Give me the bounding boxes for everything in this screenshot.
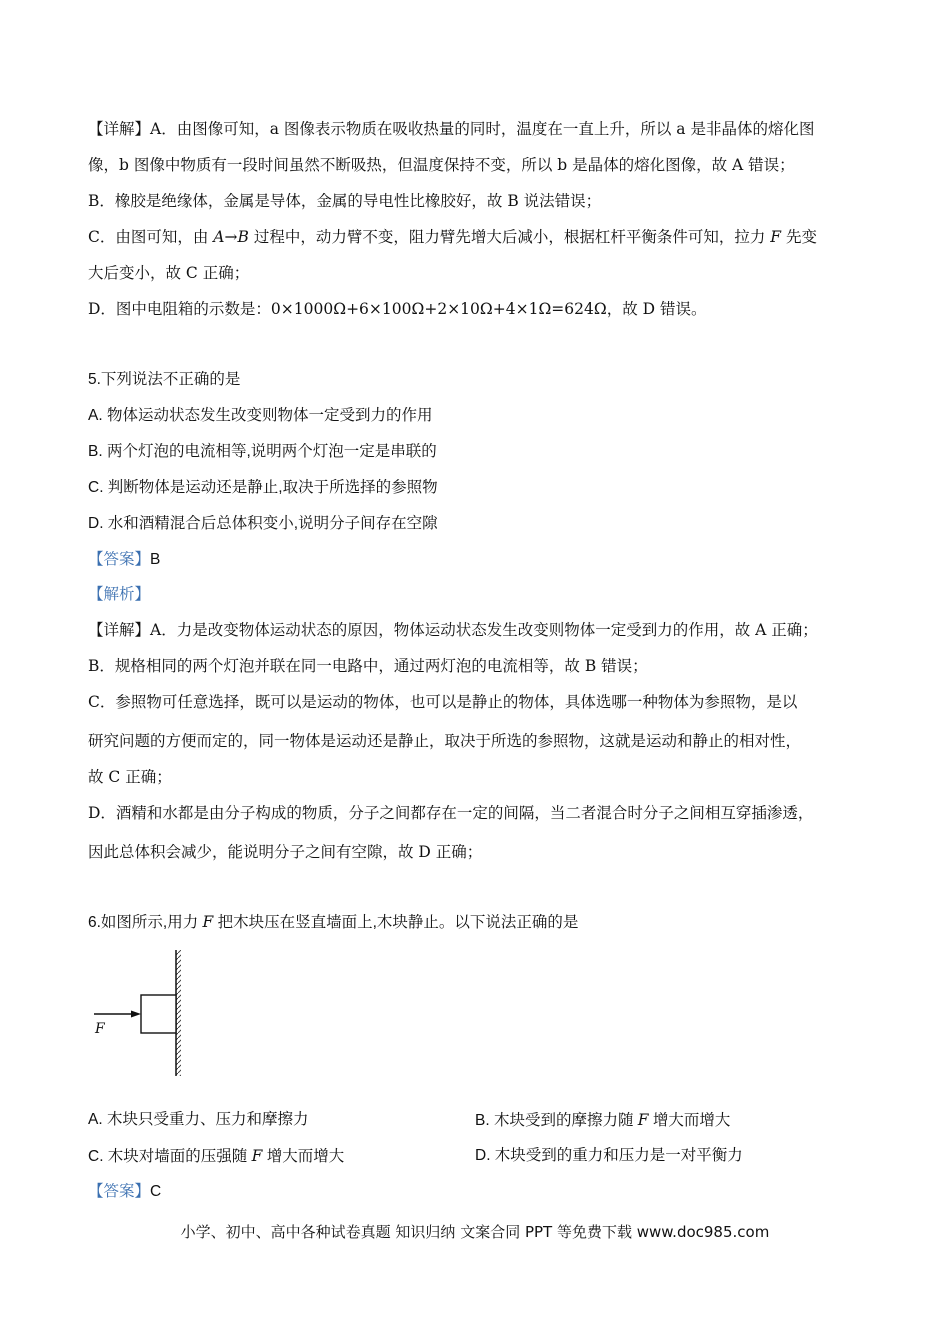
q6-option-b [475, 1110, 730, 1131]
q5-detail-b-line: B．规格相同的两个灯泡并联在同一电路中，通过两灯泡的电流相等，故 B 错误； [88, 657, 648, 675]
footer-download-link[interactable]: 小学、初中、高中各种试卷真题 知识归纳 文案合同 PPT 等免费下载 www.doc985.com [180, 1223, 770, 1241]
force-label: F [95, 1021, 105, 1037]
q4-c-post: 先变 [781, 228, 817, 246]
q4-detail-a-text: A．由图像可知，a 图像表示物质在吸收热量的同时，温度在一直上升，所以 a 是非晶体的熔化图 [150, 120, 815, 138]
q5-option-a: A. 物体运动状态发生改变则物体一定受到力的作用 [88, 407, 433, 424]
q6-option-c-post: 增大而增大 [262, 1148, 345, 1165]
q6-question-force: F [202, 913, 214, 931]
detail-label: 【详解】 [88, 621, 151, 639]
force-arrow-head [131, 1011, 141, 1018]
q4-detail-a-line1 [88, 119, 814, 139]
detail-label: 【详解】 [88, 120, 151, 138]
q4-detail-d-line: D．图中电阻箱的示数是：0×1000Ω+6×100Ω+2×10Ω+4×1Ω=624Ω，故 D 错误。 [88, 300, 707, 318]
q6-option-c [88, 1146, 344, 1167]
q6-option-b-pre: B. 木块受到的摩擦力随 [475, 1112, 638, 1129]
q6-option-b-force: F [637, 1111, 649, 1129]
q6-option-a: A. 木块只受重力、压力和摩擦力 [88, 1111, 309, 1128]
q4-c-point-b: B [237, 228, 249, 246]
answer-label: 【答案】 [88, 1183, 151, 1200]
q5-option-d: D. 水和酒精混合后总体积变小,说明分子间存在空隙 [88, 515, 438, 532]
wooden-block [141, 995, 176, 1033]
q6-question-pre: 6.如图所示,用力 [88, 914, 203, 931]
answer-value: B [150, 551, 161, 568]
q6-option-c-force: F [251, 1147, 263, 1165]
answer-label: 【答案】 [88, 551, 151, 568]
q5-question: 5.下列说法不正确的是 [88, 371, 241, 388]
q5-analysis-label: 【解析】 [88, 586, 151, 603]
q6-answer [88, 1182, 161, 1202]
q5-detail-c-line3: 故 C 正确； [88, 768, 172, 786]
q4-c-force: F [770, 228, 782, 246]
q6-question [88, 912, 578, 933]
q4-detail-b-line: B．橡胶是绝缘体，金属是导体，金属的导电性比橡胶好，故 B 说法错误； [88, 192, 602, 210]
q5-detail-a-line [88, 620, 818, 640]
q6-option-b-post: 增大而增大 [648, 1112, 731, 1129]
q6-question-post: 把木块压在竖直墙面上,木块静止。以下说法正确的是 [213, 914, 579, 931]
q4-detail-a-line2: 像，b 图像中物质有一段时间虽然不断吸热，但温度保持不变，所以 b 是晶体的熔化图像，故 A 错误； [88, 156, 795, 174]
q6-option-d: D. 木块受到的重力和压力是一对平衡力 [475, 1147, 743, 1164]
q5-option-c: C. 判断物体是运动还是静止,取决于所选择的参照物 [88, 479, 438, 496]
q4-c-arrow: → [224, 228, 238, 246]
q4-c-pre: C．由图可知，由 [88, 228, 214, 246]
force-block-wall-figure [88, 948, 198, 1080]
q5-detail-c-line1: C．参照物可任意选择，既可以是运动的物体，也可以是静止的物体，具体选哪一种物体为参照物，是以 [88, 693, 798, 711]
q6-option-c-pre: C. 木块对墙面的压强随 [88, 1148, 252, 1165]
q5-detail-a-text: A．力是改变物体运动状态的原因，物体运动状态发生改变则物体一定受到力的作用，故 A 正确； [150, 621, 818, 639]
q4-detail-c-line1 [88, 227, 817, 247]
q5-detail-d-line2: 因此总体积会减少，能说明分子之间有空隙，故 D 正确； [88, 843, 483, 861]
q5-answer [88, 550, 160, 570]
q4-c-mid: 过程中，动力臂不变，阻力臂先增大后减小，根据杠杆平衡条件可知，拉力 [248, 228, 771, 246]
force-diagram [88, 948, 198, 1080]
q5-detail-c-line2: 研究问题的方便而定的，同一物体是运动还是静止，取决于所选的参照物，这就是运动和静止的相对性， [88, 732, 802, 750]
q5-detail-d-line1: D．酒精和水都是由分子构成的物质，分子之间都存在一定的间隔，当二者混合时分子之间相互穿插渗透， [88, 804, 814, 822]
q4-detail-c-line2: 大后变小，故 C 正确； [88, 264, 250, 282]
q4-c-point-a: A [213, 228, 225, 246]
answer-value: C [150, 1183, 162, 1200]
q5-option-b: B. 两个灯泡的电流相等,说明两个灯泡一定是串联的 [88, 443, 437, 460]
